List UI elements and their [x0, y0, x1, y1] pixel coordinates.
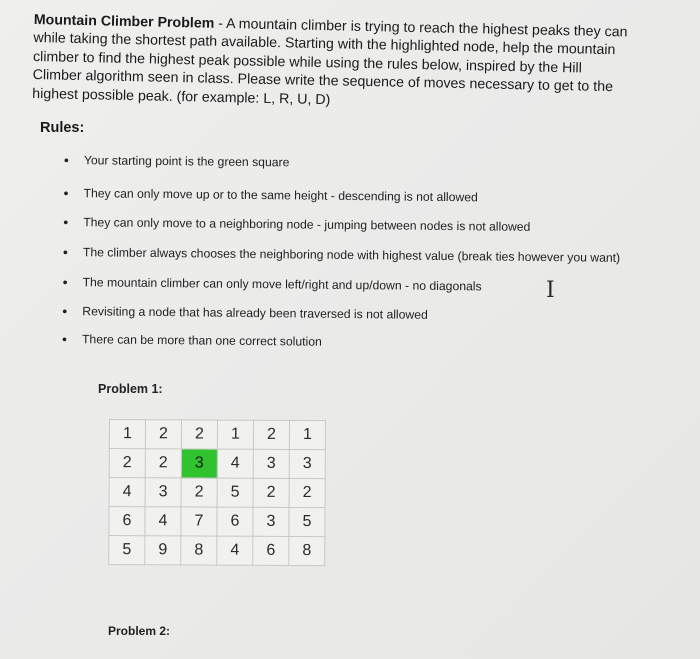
- rule-item: [61, 185, 631, 207]
- problem-1-label: Problem 1:: [98, 382, 163, 396]
- rule-text: Your starting point is the green square: [83, 153, 290, 170]
- grid-cell: 5: [109, 536, 145, 565]
- rule-item: [62, 152, 632, 174]
- problem-1-grid: [108, 419, 326, 566]
- rule-item: [61, 244, 631, 266]
- bullet-icon: •: [62, 303, 68, 320]
- grid-cell: 5: [289, 507, 325, 536]
- rules-list: [60, 150, 632, 353]
- grid-cell: 6: [109, 507, 145, 536]
- grid-cell: 1: [289, 420, 325, 449]
- grid-cell: 2: [253, 478, 289, 507]
- grid-cell: 1: [217, 420, 253, 449]
- grid-cell: 3: [253, 449, 289, 478]
- bullet-icon: •: [63, 152, 69, 169]
- grid-cell: 4: [109, 478, 145, 507]
- grid-cell: 2: [181, 420, 217, 449]
- problem-description: [32, 11, 634, 116]
- problem-2-label: Problem 2:: [108, 624, 171, 638]
- rule-text: They can only move to a neighboring node - jumping between nodes is not allowed: [83, 215, 531, 234]
- rule-text: The mountain climber can only move left/right and up/down - no diagonals: [82, 275, 482, 294]
- rules-heading: Rules:: [40, 120, 85, 136]
- grid-cell: 4: [217, 536, 253, 565]
- grid-cell: 4: [145, 507, 181, 536]
- grid-cell: 3: [253, 507, 289, 536]
- bullet-icon: •: [62, 244, 68, 261]
- bullet-icon: •: [63, 214, 69, 231]
- grid-cell: 8: [181, 536, 217, 565]
- rule-text: They can only move up or to the same height - descending is not allowed: [83, 186, 478, 205]
- grid-cell: 9: [145, 536, 181, 565]
- problem-description-text: - A mountain climber is trying to reach the highest peaks they can while taking the shortest path available. Starting with the highlighted node, help the mountain climber to find the highest peak possible while using the rules below, inspired by the Hill Climber algorithm seen in class. Please write the sequence of moves necessary to get to the highest possible peak. (for example: L, R, U, D): [32, 15, 628, 108]
- grid-cell: 6: [253, 536, 289, 565]
- grid-cell: 4: [217, 449, 253, 478]
- grid-cell: 6: [217, 507, 253, 536]
- rule-item: [60, 303, 630, 325]
- grid-cell: 8: [289, 536, 325, 565]
- start-cell: 3: [181, 449, 217, 478]
- bullet-icon: •: [63, 185, 69, 202]
- text-cursor-icon: I: [546, 278, 555, 303]
- grid-cell: 2: [181, 478, 217, 507]
- grid-cell: 5: [217, 478, 253, 507]
- grid-row: [109, 420, 325, 450]
- grid-cell: 2: [253, 420, 289, 449]
- rule-text: There can be more than one correct solution: [81, 332, 322, 349]
- grid-row: [109, 536, 325, 566]
- rule-text: Revisiting a node that has already been traversed is not allowed: [82, 304, 428, 322]
- rule-text: The climber always chooses the neighboring node with highest value (break ties however you want): [82, 245, 621, 265]
- grid-row: [109, 478, 325, 508]
- grid-cell: 2: [145, 420, 181, 449]
- rule-item: [61, 214, 631, 236]
- grid-cell: 3: [145, 478, 181, 507]
- grid-row: [109, 507, 325, 537]
- grid-cell: 2: [109, 449, 145, 478]
- grid-cell: 2: [145, 449, 181, 478]
- bullet-icon: •: [62, 274, 68, 291]
- grid-cell: 1: [109, 420, 145, 449]
- grid-cell: 7: [181, 507, 217, 536]
- problem-title: Mountain Climber Problem: [33, 11, 215, 32]
- rule-item: [60, 331, 630, 353]
- grid-cell: 2: [289, 478, 325, 507]
- grid-row: [109, 449, 325, 479]
- grid-cell: 3: [289, 449, 325, 478]
- bullet-icon: •: [61, 331, 68, 348]
